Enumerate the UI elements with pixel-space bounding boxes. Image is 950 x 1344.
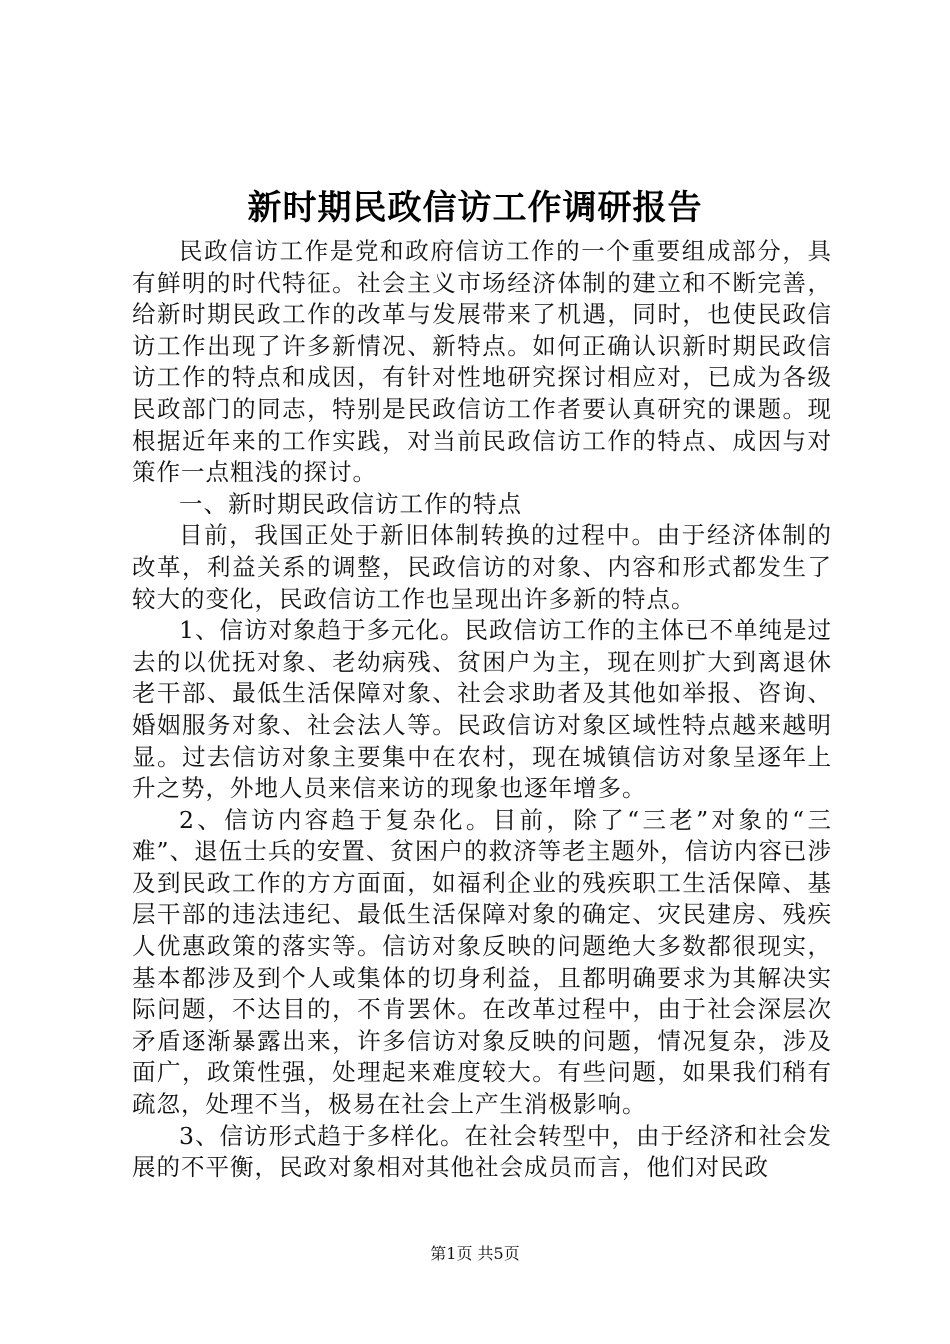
paragraph-current-situation: 目前，我国正处于新旧体制转换的过程中。由于经济体制的改革，利益关系的调整，民政信访的对象、内容和形式都发生了较大的变化，民政信访工作也呈现出许多新的特点。: [132, 521, 832, 613]
page-number-footer: 第1页 共5页: [430, 1244, 520, 1263]
section-heading-features: 一、新时期民政信访工作的特点: [179, 489, 522, 518]
document-body: [132, 236, 832, 1184]
paragraph-point-3: 3、信访形式趋于多样化。在社会转型中，由于经济和社会发展的不平衡，民政对象相对其他社会成员而言，他们对民政: [132, 1121, 832, 1182]
paragraph-point-2: 2、信访内容趋于复杂化。目前，除了“三老”对象的“三难”、退伍士兵的安置、贫困户的救济等老主题外，信访内容已涉及到民政工作的方方面面，如福利企业的残疾职工生活保障、基层干部的违法违纪、最低生活保障对象的确定、灾民建房、残疾人优惠政策的落实等。信访对象反映的问题绝大多数都很现实，基本都涉及到个人或集体的切身利益，且都明确要求为其解决实际问题，不达目的，不肯罢休。在改革过程中，由于社会深层次矛盾逐渐暴露出来，许多信访对象反映的问题，情况复杂，涉及面广，政策性强，处理起来难度较大。有些问题，如果我们稍有疏忽，处理不当，极易在社会上产生消极影响。: [132, 805, 832, 1119]
paragraph-point-1: 1、信访对象趋于多元化。民政信访工作的主体已不单纯是过去的以优抚对象、老幼病残、贫困户为主，现在则扩大到离退休老干部、最低生活保障对象、社会求助者及其他如举报、咨询、婚姻服务对象、社会法人等。民政信访对象区域性特点越来越明显。过去信访对象主要集中在农村，现在城镇信访对象呈逐年上升之势，外地人员来信来访的现象也逐年增多。: [132, 616, 832, 803]
document-title: 新时期民政信访工作调研报告: [247, 188, 703, 228]
paragraph-intro: 民政信访工作是党和政府信访工作的一个重要组成部分，具有鲜明的时代特征。社会主义市场经济体制的建立和不断完善，给新时期民政工作的改革与发展带来了机遇，同时，也使民政信访工作出现了许多新情况、新特点。如何正确认识新时期民政信访工作的特点和成因，有针对性地研究探讨相应对，已成为各级民政部门的同志，特别是民政信访工作者要认真研究的课题。现根据近年来的工作实践，对当前民政信访工作的特点、成因与对策作一点粗浅的探讨。: [132, 237, 832, 487]
